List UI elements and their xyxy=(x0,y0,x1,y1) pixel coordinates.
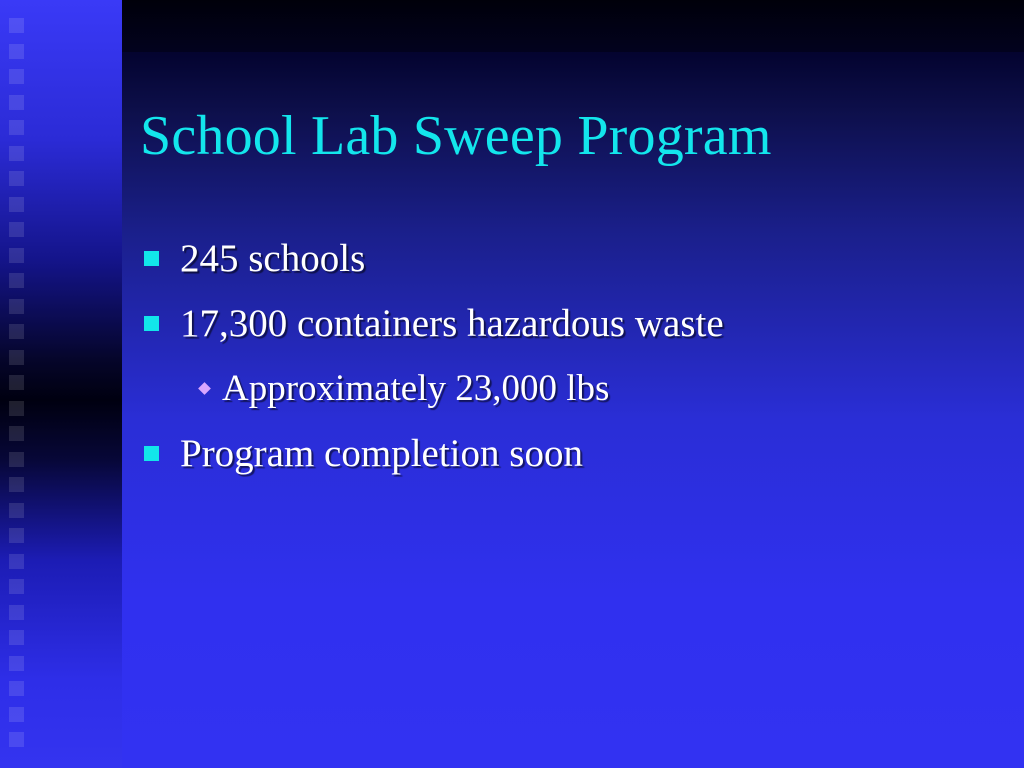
square-bullet-icon xyxy=(144,251,159,266)
bullet-list xyxy=(144,226,1004,486)
decorative-square xyxy=(9,452,24,467)
bullet-text: 245 schools xyxy=(180,237,366,280)
decorative-square xyxy=(9,222,24,237)
decorative-square xyxy=(9,528,24,543)
decorative-square xyxy=(9,69,24,84)
decorative-square xyxy=(9,732,24,747)
decorative-squares-column xyxy=(0,0,34,768)
bullet-item xyxy=(144,226,1004,291)
decorative-square xyxy=(9,605,24,620)
decorative-square xyxy=(9,554,24,569)
square-bullet-icon xyxy=(144,446,159,461)
decorative-square xyxy=(9,120,24,135)
decorative-square xyxy=(9,146,24,161)
bullet-text: Program completion soon xyxy=(180,432,583,475)
decorative-square xyxy=(9,171,24,186)
left-decorative-strip xyxy=(0,0,122,768)
decorative-square xyxy=(9,401,24,416)
decorative-square xyxy=(9,18,24,33)
decorative-square xyxy=(9,579,24,594)
top-band xyxy=(122,0,1024,52)
decorative-square xyxy=(9,630,24,645)
sub-bullet-text: Approximately 23,000 lbs xyxy=(222,368,610,409)
decorative-square xyxy=(9,426,24,441)
decorative-square xyxy=(9,44,24,59)
square-bullet-icon xyxy=(144,316,159,331)
decorative-square xyxy=(9,95,24,110)
decorative-square xyxy=(9,197,24,212)
slide-title: School Lab Sweep Program xyxy=(140,105,772,167)
bullet-item xyxy=(144,291,1004,356)
decorative-square xyxy=(9,248,24,263)
decorative-square xyxy=(9,299,24,314)
decorative-square xyxy=(9,656,24,671)
sub-bullet-item xyxy=(144,356,1004,421)
decorative-square xyxy=(9,350,24,365)
decorative-square xyxy=(9,324,24,339)
decorative-square xyxy=(9,375,24,390)
decorative-square xyxy=(9,681,24,696)
diamond-bullet-icon xyxy=(198,382,211,395)
decorative-square xyxy=(9,503,24,518)
bullet-item xyxy=(144,421,1004,486)
decorative-square xyxy=(9,707,24,722)
decorative-square xyxy=(9,477,24,492)
bullet-text: 17,300 containers hazardous waste xyxy=(180,302,724,345)
decorative-square xyxy=(9,273,24,288)
